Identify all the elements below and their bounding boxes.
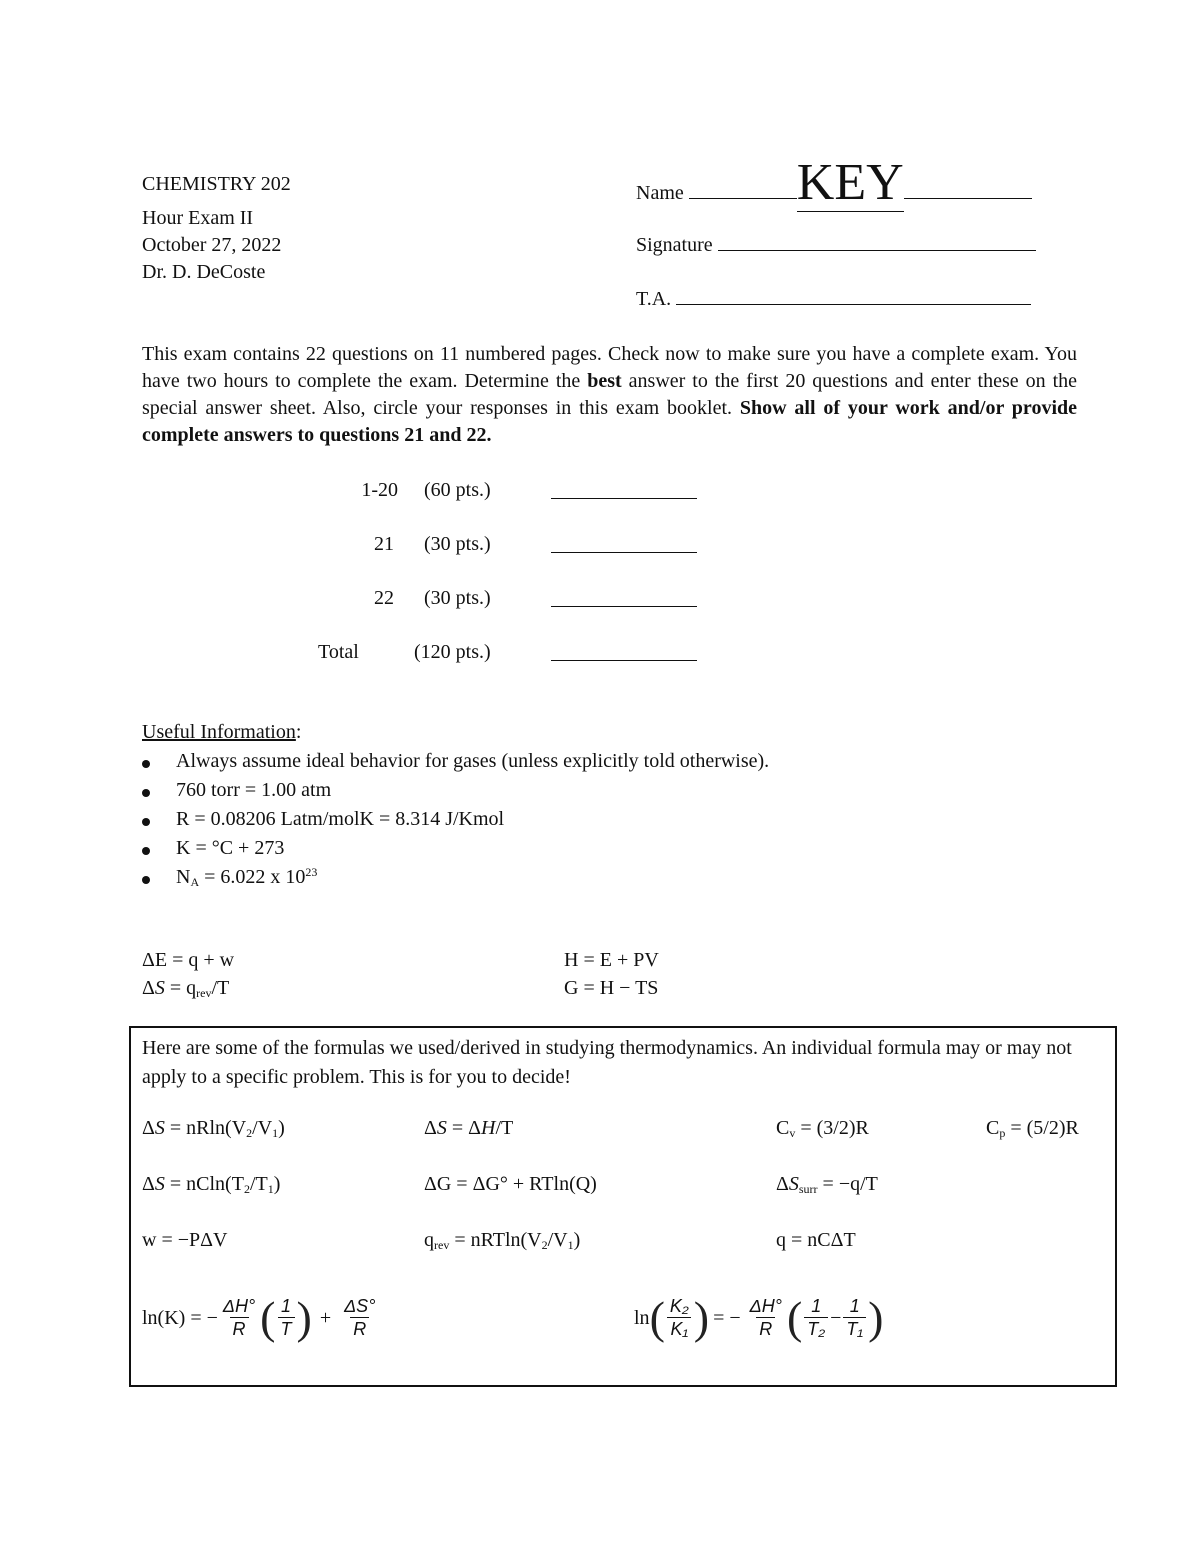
f-end: = (3/2)R — [795, 1117, 869, 1139]
f-sub2: 2 — [246, 1126, 253, 1140]
formula-van-t-hoff-linear: ln(K) = − $\frac{\Delta H^\circ}{R}$ ( $\frac{1}{T}$ ) + $\frac{\Delta S^\circ}{R}$ — [142, 1288, 380, 1348]
instructions-text-1: This exam contains 22 questions on 11 numbered pages. Check now to make sure you have a complete exam. You have two hours to complete the exam. Determine the — [142, 343, 1077, 392]
fraction — [747, 1296, 785, 1340]
formula-qrev — [424, 1229, 580, 1253]
f-s: S — [436, 1117, 447, 1139]
score-points-2: (30 pts.) — [424, 533, 491, 555]
formula-work: w = −PΔV — [142, 1229, 228, 1251]
f-num: 1 — [849, 1296, 860, 1316]
ta-label: T.A. — [636, 288, 672, 310]
f-den: R — [756, 1317, 775, 1340]
f-den: T₁ — [843, 1317, 866, 1340]
na-sub: A — [190, 875, 200, 889]
formula-phase-entropy — [424, 1117, 513, 1140]
signature-label: Signature — [636, 234, 713, 256]
instructions-best: best — [587, 370, 622, 392]
f-den: R — [230, 1317, 249, 1340]
score-label-3: 22 — [374, 587, 394, 609]
course-title: CHEMISTRY 202 — [142, 173, 291, 195]
f-mid: = nCln(T — [164, 1173, 244, 1195]
fraction — [804, 1296, 828, 1340]
f-slash: /T — [249, 1173, 268, 1195]
f-q: q — [424, 1229, 434, 1251]
f-end: = (5/2)R — [1005, 1117, 1079, 1139]
fraction — [667, 1296, 692, 1340]
score-label-1: 1-20 — [361, 479, 398, 501]
f-den: K₁ — [667, 1317, 691, 1340]
name-field — [636, 154, 1032, 211]
eq-delta: Δ — [142, 977, 155, 999]
f-sub: v — [789, 1126, 796, 1140]
f-eq: = − — [713, 1306, 741, 1329]
score-points-3: (30 pts.) — [424, 587, 491, 609]
f-sub: p — [999, 1126, 1006, 1140]
f-num: K₂ — [669, 1296, 689, 1316]
signature-line[interactable] — [718, 250, 1036, 251]
eq-post: /T — [211, 977, 230, 999]
fraction — [220, 1296, 258, 1340]
f-delta: Δ — [142, 1117, 155, 1139]
f-mid: = Δ — [446, 1117, 482, 1139]
f-ln: ln — [634, 1306, 650, 1329]
f-plus: + — [319, 1306, 332, 1329]
f-num: ΔS° — [344, 1296, 376, 1316]
score-blank-1[interactable] — [551, 482, 697, 499]
f-slash: /V — [252, 1117, 273, 1139]
formula-cp — [986, 1117, 1079, 1141]
score-label-total: Total — [318, 641, 359, 663]
fraction — [278, 1296, 295, 1340]
f-c: C — [776, 1117, 790, 1139]
na-exp: 23 — [305, 864, 318, 879]
na-rest: = 6.022 x 10 — [199, 866, 306, 888]
formula-van-t-hoff-two-point: ln ( $\frac{\text{K₂}}{\text{K₁}}$ ) = − $\frac{\Delta H^\circ}{R}$ ( $\frac{1}{\text{T₂}}$ − $\frac{1}{\text{T₁}}$ ) — [634, 1292, 884, 1343]
exam-date: October 27, 2022 — [142, 234, 282, 256]
na-n: N — [176, 866, 191, 888]
f-end: /T — [495, 1117, 514, 1139]
formula-cv — [776, 1117, 869, 1141]
f-den: T — [278, 1317, 295, 1340]
score-points-total: (120 pts.) — [414, 641, 491, 663]
f-s: S — [154, 1117, 165, 1139]
useful-heading-colon: : — [295, 721, 302, 743]
list-item-text: K = °C + 273 — [176, 837, 285, 859]
gibbs-equation: G = H − TS — [564, 977, 659, 999]
f-delta: Δ — [424, 1117, 437, 1139]
formula-surroundings-entropy — [776, 1173, 878, 1197]
f-den: T₂ — [804, 1317, 828, 1340]
f-num: 1 — [280, 1296, 291, 1316]
instructions-bold: Show all of your work and/or provide complete answers to questions 21 and 22. — [142, 397, 1078, 446]
f-c: C — [986, 1117, 1000, 1139]
eq-mid: = q — [164, 977, 197, 999]
f-num: 1 — [811, 1296, 822, 1316]
f-minus: − — [830, 1306, 842, 1329]
fraction — [341, 1296, 378, 1340]
useful-heading — [142, 721, 301, 744]
f-den: R — [350, 1317, 369, 1340]
formula-heat: q = nCΔT — [776, 1229, 856, 1251]
f-delta: Δ — [776, 1173, 789, 1195]
f-end: = −q/T — [817, 1173, 878, 1195]
f-lnk: ln(K) = − — [142, 1306, 218, 1329]
score-blank-total[interactable] — [551, 644, 697, 661]
f-end: ) — [273, 1173, 281, 1195]
formula-gibbs-q: ΔG = ΔG° + RTln(Q) — [424, 1173, 597, 1195]
f-delta: Δ — [142, 1173, 155, 1195]
f-mid: = nRTln(V — [449, 1229, 542, 1251]
instructor: Dr. D. DeCoste — [142, 261, 266, 283]
avogadro-constant — [176, 866, 317, 890]
f-num: ΔH° — [749, 1296, 782, 1316]
f-num: ΔH° — [222, 1296, 256, 1316]
f-sub2: 2 — [243, 1182, 250, 1196]
list-item-text: Always assume ideal behavior for gases (unless explicitly told otherwise). — [176, 750, 770, 772]
list-item-text: 760 torr = 1.00 atm — [176, 779, 332, 801]
formula-intro: Here are some of the formulas we used/derived in studying thermodynamics. An individual formula may or may not apply to a specific problem. This is for you to decide! — [142, 1037, 1072, 1088]
enthalpy-equation: H = E + PV — [564, 949, 659, 971]
f-sub1: 1 — [267, 1182, 274, 1196]
f-h: H — [481, 1117, 496, 1139]
list-item-text: R = 0.08206 Latm/molK = 8.314 J/Kmol — [176, 808, 505, 830]
entropy-equation — [142, 977, 229, 1001]
score-label-2: 21 — [374, 533, 394, 555]
energy-equation: ΔE = q + w — [142, 949, 235, 971]
ta-field — [636, 288, 1031, 311]
f-sub2: 2 — [541, 1238, 548, 1252]
f-sub1: 1 — [272, 1126, 279, 1140]
formula-isothermal-entropy — [142, 1117, 285, 1141]
f-end: ) — [573, 1229, 581, 1251]
f-s: S — [154, 1173, 165, 1195]
instructions — [142, 341, 1077, 449]
eq-sub: rev — [196, 986, 212, 1000]
f-mid: = nRln(V — [164, 1117, 247, 1139]
f-slash: /V — [547, 1229, 568, 1251]
f-sub: surr — [798, 1182, 818, 1196]
score-blank-3[interactable] — [551, 590, 697, 607]
instructions-text-2: answer to the first 20 questions and enter these on the special answer sheet. Also, circle your responses in this exam booklet. — [142, 370, 1078, 419]
f-sub: rev — [434, 1238, 450, 1252]
score-blank-2[interactable] — [551, 536, 697, 553]
name-label: Name — [636, 182, 684, 204]
name-value: KEY — [796, 154, 904, 211]
exam-title: Hour Exam II — [142, 207, 254, 229]
eq-s: S — [154, 977, 165, 999]
f-end: ) — [278, 1117, 285, 1139]
signature-field — [636, 234, 1036, 257]
score-points-1: (60 pts.) — [424, 479, 491, 501]
fraction — [843, 1296, 866, 1340]
ta-line[interactable] — [676, 304, 1031, 305]
f-s: S — [788, 1173, 799, 1195]
formula-temperature-entropy — [142, 1173, 280, 1197]
f-sub1: 1 — [567, 1238, 574, 1252]
useful-heading-text: Useful Information — [142, 721, 296, 743]
